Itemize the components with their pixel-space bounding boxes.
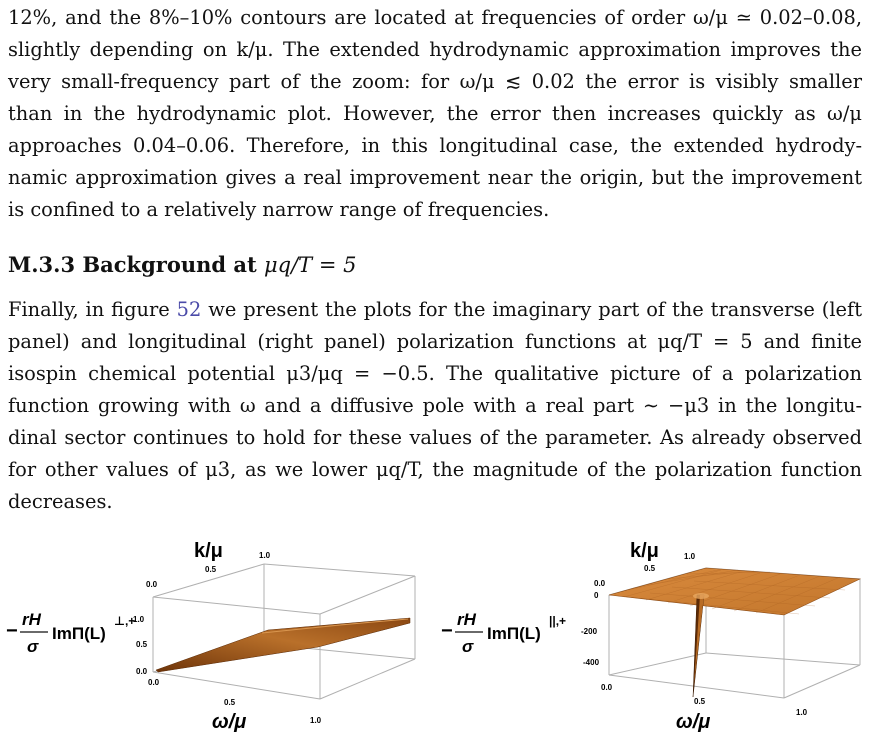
- z-label-core: ImΠ(L): [52, 624, 106, 643]
- right-omega-tick: 0.0: [601, 683, 613, 692]
- text-line: very small-frequency part of the zoom: for ω/μ ≲ 0.02 the error is visibly smaller: [8, 70, 862, 93]
- left-k-tick: 0.0: [146, 580, 158, 589]
- section-math: μq/T = 5: [264, 253, 357, 277]
- figure-52: [0, 535, 870, 736]
- z-label-numerator: rH: [22, 610, 41, 629]
- paragraph-contours: [8, 2, 862, 226]
- left-k-tick: 0.5: [205, 565, 217, 574]
- figure-svg: [0, 535, 870, 736]
- right-pole-rim: [693, 593, 709, 599]
- right-z-tick: -400: [583, 658, 600, 667]
- left-k-axis-label: k/μ: [194, 540, 223, 562]
- right-omega-axis-label: ω/μ: [676, 711, 711, 733]
- z-label-superscript: ⊥,+: [114, 614, 136, 628]
- right-k-axis-label: k/μ: [630, 540, 659, 562]
- section-title: M.3.3 Background at: [8, 252, 257, 277]
- right-z-tick: -200: [581, 627, 598, 636]
- z-label-denominator: σ: [27, 637, 39, 656]
- text-line: approaches 0.04–0.06. Therefore, in this longitudinal case, the extended hydrody-: [8, 134, 862, 157]
- text-line: panel) and longitudinal (right panel) polarization functions at μq/T = 5 and finite: [8, 330, 862, 353]
- text-line: function growing with ω and a diffusive pole with a real part ∼ −μ3 in the longitu-: [8, 394, 862, 417]
- section-heading: [8, 252, 357, 277]
- right-panel: [441, 540, 860, 733]
- text-line: dinal sector continues to hold for these values of the parameter. As already observed: [8, 426, 862, 449]
- paragraph-background: [8, 294, 862, 518]
- text-line: is confined to a relatively narrow range of frequencies.: [8, 198, 550, 221]
- right-omega-tick: 1.0: [796, 708, 808, 717]
- text-line: slightly depending on k/μ. The extended hydrodynamic approximation improves the: [8, 38, 862, 61]
- text-fragment: Finally, in figure: [8, 298, 177, 321]
- z-label-superscript: ||,+: [549, 614, 567, 628]
- text-line: isospin chemical potential μ3/μq = −0.5. The qualitative picture of a polarization: [8, 362, 862, 385]
- z-label-minus: −: [6, 620, 18, 642]
- right-k-tick: 0.5: [644, 564, 656, 573]
- right-k-tick: 0.0: [594, 579, 606, 588]
- left-omega-tick: 1.0: [310, 716, 322, 725]
- left-omega-tick: 0.5: [224, 698, 236, 707]
- z-label-minus: −: [441, 620, 453, 642]
- figure-reference-link[interactable]: 52: [176, 298, 202, 321]
- z-label-numerator: rH: [457, 610, 476, 629]
- text-line: [8, 294, 862, 326]
- text-line: for other values of μ3, as we lower μq/T, the magnitude of the polarization function: [8, 458, 862, 481]
- left-omega-axis-label: ω/μ: [212, 711, 247, 733]
- text-line: than in the hydrodynamic plot. However, the error then increases quickly as ω/μ: [8, 102, 862, 125]
- text-fragment: we present the plots for the imaginary part of the transverse (left: [201, 298, 862, 321]
- left-k-tick: 1.0: [259, 551, 271, 560]
- left-z-axis-label: [6, 610, 135, 656]
- right-z-axis-label: [441, 610, 566, 656]
- left-z-tick: 0.5: [136, 640, 148, 649]
- left-surface: [156, 618, 410, 672]
- left-omega-tick: 0.0: [148, 678, 160, 687]
- text-line: decreases.: [8, 490, 113, 513]
- z-label-core: ImΠ(L): [487, 624, 541, 643]
- left-z-tick: 0.0: [136, 667, 148, 676]
- right-z-tick: 0: [594, 591, 599, 600]
- right-pole-spike: [693, 595, 704, 697]
- left-panel: [6, 540, 415, 733]
- text-line: 12%, and the 8%–10% contours are located at frequencies of order ω/μ ≃ 0.02–0.08,: [8, 6, 862, 29]
- z-label-denominator: σ: [462, 637, 474, 656]
- right-k-tick: 1.0: [684, 552, 696, 561]
- right-omega-tick: 0.5: [694, 697, 706, 706]
- text-line: namic approximation gives a real improvement near the origin, but the improvement: [8, 166, 862, 189]
- left-z-tick: 1.0: [133, 615, 145, 624]
